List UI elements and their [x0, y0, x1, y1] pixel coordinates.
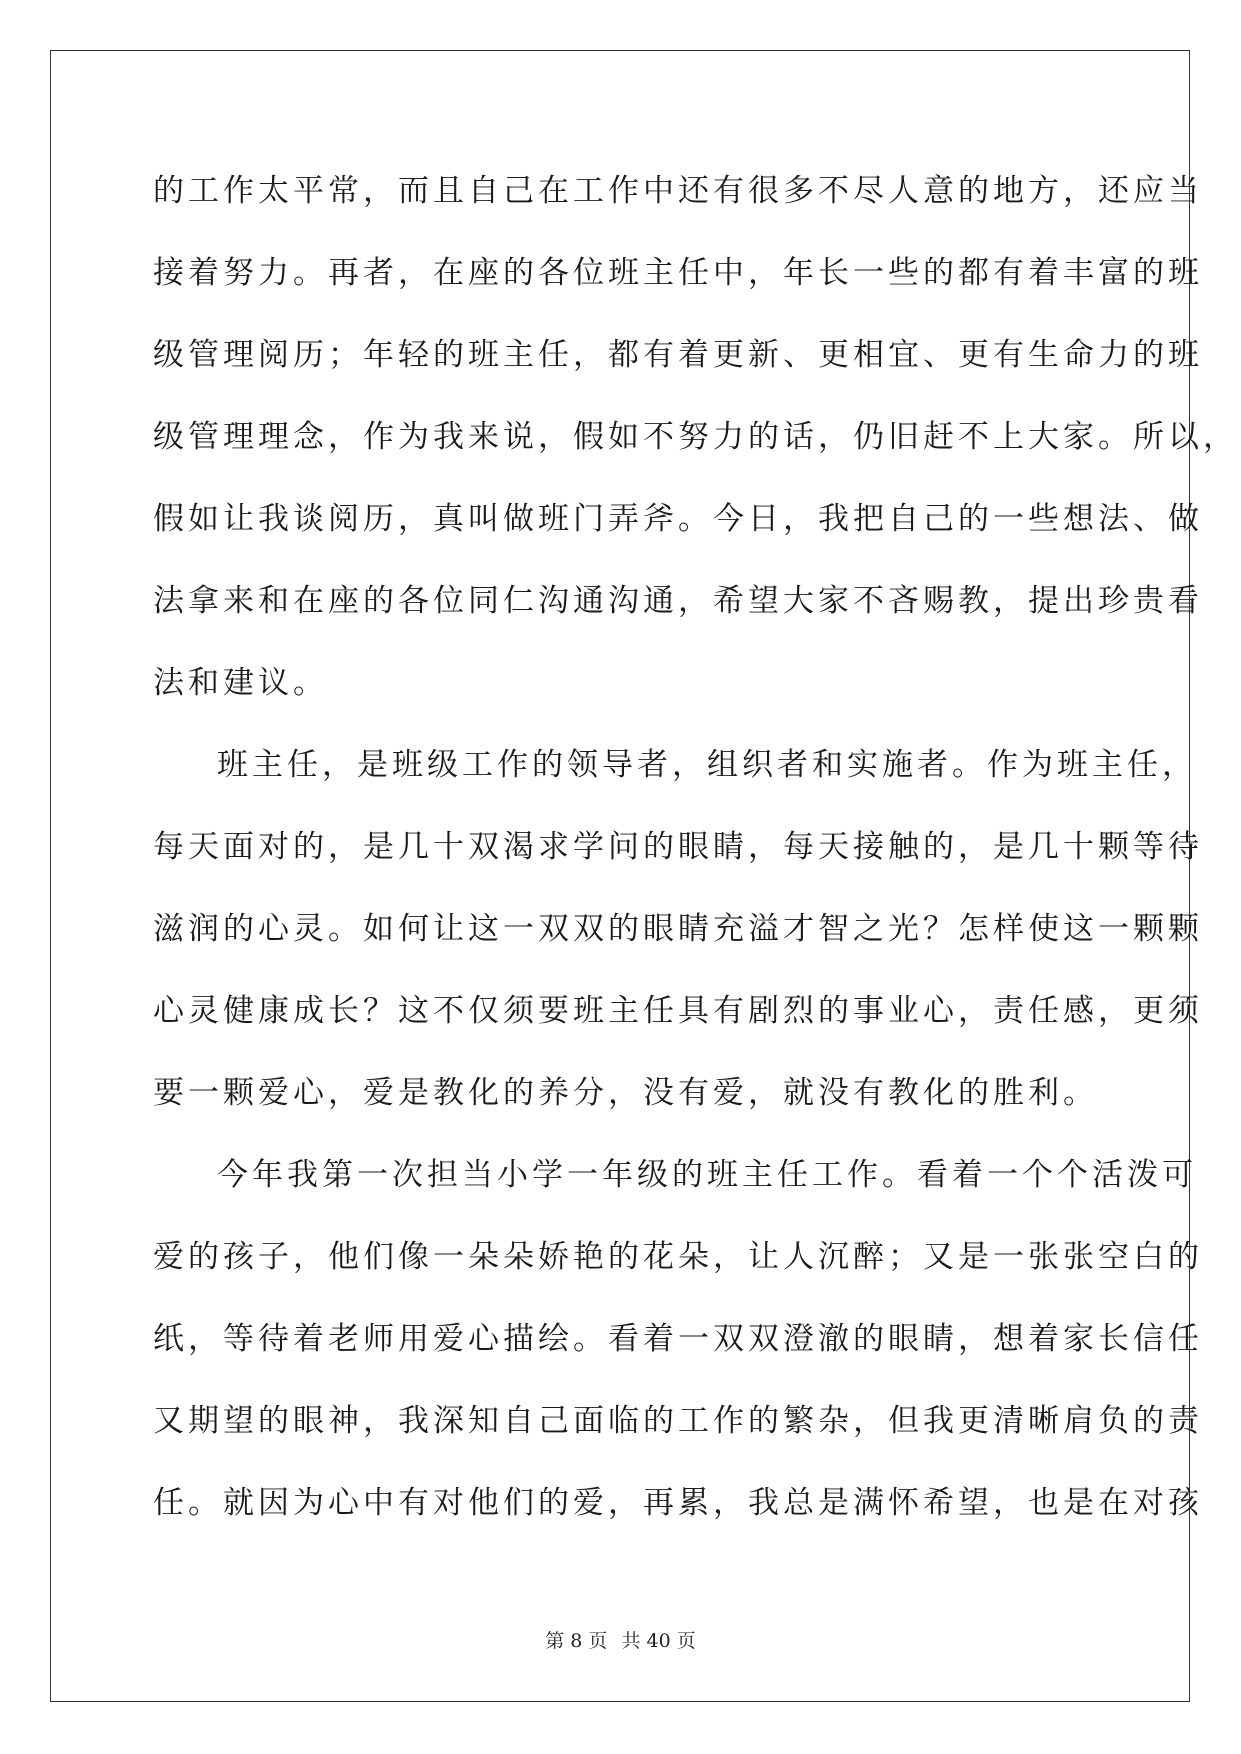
page-number: 第 8 页 — [545, 1630, 608, 1652]
text-line: 任。就因为心中有对他们的爱，再累，我总是满怀希望，也是在对孩 — [153, 1485, 1203, 1521]
text-line: 今年我第一次担当小学一年级的班主任工作。看着一个个活泼可 — [217, 1157, 1197, 1193]
text-line: 假如让我谈阅历，真叫做班门弄斧。今日，我把自己的一些想法、做 — [153, 501, 1203, 537]
text-line: 纸，等待着老师用爱心描绘。看着一双双澄澈的眼睛，想着家长信任 — [153, 1321, 1203, 1357]
page-total: 共 40 页 — [621, 1630, 696, 1652]
text-line: 滋润的心灵。如何让这一双双的眼睛充溢才智之光？怎样使这一颗颗 — [153, 911, 1203, 947]
text-line: 又期望的眼神，我深知自己面临的工作的繁杂，但我更清晰肩负的责 — [153, 1403, 1203, 1439]
document-body — [153, 166, 1238, 1560]
page-footer — [0, 1626, 1241, 1653]
text-line: 级管理理念，作为我来说，假如不努力的话，仍旧赶不上大家。所以， — [153, 419, 1238, 455]
text-line: 法和建议。 — [153, 665, 328, 701]
text-line: 接着努力。再者，在座的各位班主任中，年长一些的都有着丰富的班 — [153, 255, 1203, 291]
text-line: 每天面对的，是几十双渴求学问的眼睛，每天接触的，是几十颗等待 — [153, 829, 1203, 865]
text-line: 法拿来和在座的各位同仁沟通沟通，希望大家不吝赐教，提出珍贵看 — [153, 583, 1203, 619]
text-line: 班主任，是班级工作的领导者，组织者和实施者。作为班主任， — [217, 747, 1197, 783]
text-line: 级管理阅历；年轻的班主任，都有着更新、更相宜、更有生命力的班 — [153, 337, 1203, 373]
text-line: 爱的孩子，他们像一朵朵娇艳的花朵，让人沉醉；又是一张张空白的 — [153, 1239, 1203, 1275]
text-line: 的工作太平常，而且自己在工作中还有很多不尽人意的地方，还应当 — [153, 173, 1203, 209]
text-line: 心灵健康成长？这不仅须要班主任具有剧烈的事业心，责任感，更须 — [153, 993, 1203, 1029]
text-line: 要一颗爱心，爱是教化的养分，没有爱，就没有教化的胜利。 — [153, 1075, 1098, 1111]
